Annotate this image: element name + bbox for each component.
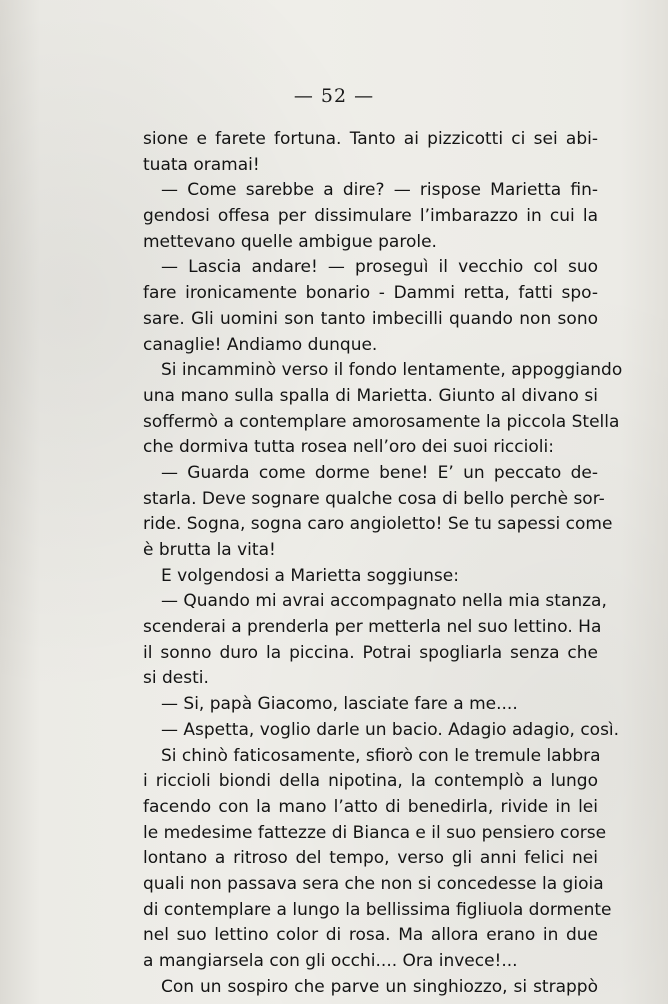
text-line: tuata oramai! xyxy=(143,154,260,175)
text-line: lontano a ritroso del tempo, verso gli anni felici nei xyxy=(143,848,598,869)
text-line: ride. Sogna, sogna caro angioletto! Se tu sapessi come xyxy=(143,514,613,535)
page-number: — 52 — xyxy=(293,85,375,107)
text-line: — Guarda come dorme bene! E’ un peccato de- xyxy=(161,462,598,483)
text-line: gendosi offesa per dissimulare l’imbarazzo in cui la xyxy=(143,206,598,227)
text-line: — Si, papà Giacomo, lasciate fare a me.... xyxy=(161,694,518,715)
text-line: — Come sarebbe a dire? — rispose Marietta fin- xyxy=(161,180,598,201)
text-line: le medesime fattezze di Bianca e il suo pensiero corse xyxy=(143,822,607,843)
text-line: — Quando mi avrai accompagnato nella mia stanza, xyxy=(161,591,607,612)
text-line: di contemplare a lungo la bellissima figliuola dormente xyxy=(143,899,612,920)
text-line: E volgendosi a Marietta soggiunse: xyxy=(161,565,459,586)
text-line: il sonno duro la piccina. Potrai spogliarla senza che xyxy=(143,642,598,663)
text-line: quali non passava sera che non si concedesse la gioia xyxy=(143,873,604,894)
text-line: i riccioli biondi della nipotina, la contemplò a lungo xyxy=(143,771,598,792)
text-line: nel suo lettino color di rosa. Ma allora erano in due xyxy=(143,925,598,946)
text-line: fare ironicamente bonario - Dammi retta, fatti spo- xyxy=(143,283,598,304)
text-line: — Aspetta, voglio darle un bacio. Adagio adagio, così. xyxy=(161,719,620,740)
text-line: sione e farete fortuna. Tanto ai pizzicotti ci sei abi- xyxy=(143,129,598,149)
text-line: si desti. xyxy=(143,668,209,689)
text-line: Si incamminò verso il fondo lentamente, appoggiando xyxy=(161,360,623,381)
text-line: sare. Gli uomini son tanto imbecilli quando non sono xyxy=(143,308,598,329)
text-line: Si chinò faticosamente, sfiorò con le tremule labbra xyxy=(161,745,601,766)
text-line: facendo con la mano l’atto di benedirla, rivide in lei xyxy=(143,796,598,817)
text-line: è brutta la vita! xyxy=(143,540,276,560)
text-line: scenderai a prenderla per metterla nel suo lettino. Ha xyxy=(143,617,602,638)
body-text xyxy=(143,127,623,1000)
text-line: mettevano quelle ambigue parole. xyxy=(143,231,437,252)
text-line: starla. Deve sognare qualche cosa di bello perchè sor- xyxy=(143,488,605,509)
text-line: soffermò a contemplare amorosamente la piccola Stella xyxy=(143,411,620,432)
text-line: — Lascia andare! — proseguì il vecchio col suo xyxy=(161,257,598,278)
text-line: Con un sospiro che parve un singhiozzo, si strappò xyxy=(161,976,598,997)
text-line: a mangiarsela con gli occhi.... Ora invece!... xyxy=(143,951,518,971)
text-line: una mano sulla spalla di Marietta. Giunto al divano si xyxy=(143,385,598,406)
text-line: canaglie! Andiamo dunque. xyxy=(143,334,378,355)
text-line: che dormiva tutta rosea nell’oro dei suoi riccioli: xyxy=(143,437,554,458)
